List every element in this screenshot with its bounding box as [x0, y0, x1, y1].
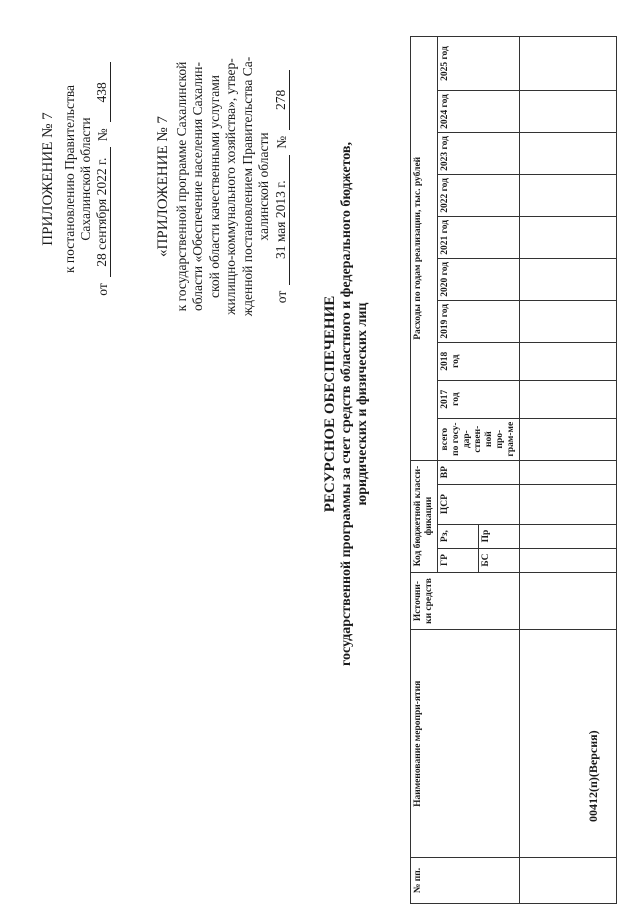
program-date: 31 мая 2013 г.: [273, 155, 291, 285]
title-line3: юридических и физических лиц: [355, 302, 370, 506]
header-year: 2019 год: [438, 300, 520, 342]
appendix2-title: «ПРИЛОЖЕНИЕ № 7: [155, 116, 171, 257]
date-prefix: от: [273, 290, 289, 304]
header-csr: ЦСР: [438, 484, 520, 524]
footer-code: 00412(п)(Версия): [586, 730, 600, 822]
header-year: 2023 год: [438, 132, 520, 174]
header-year: 2017 год: [438, 380, 520, 418]
number-sign: №: [273, 135, 289, 149]
header-budget-code: Код бюджетной класси-фикации: [411, 460, 438, 572]
number-sign: №: [95, 128, 110, 142]
appendix2-line: халинской области: [256, 132, 271, 241]
appendix-header-program: [155, 14, 290, 359]
header-name: Наименование меропри-ятия: [411, 630, 520, 858]
header-total: всего по госу-дар-ствен-ной про-грам-ме: [438, 418, 520, 460]
appendix2-line: области «Обеспечение населения Сахалин-: [190, 62, 205, 311]
appendix-line1: к постановлению Правительства: [62, 84, 77, 274]
header-no: № пп.: [411, 858, 520, 904]
decree-number: 438: [94, 62, 111, 122]
appendix2-line: жденной постановлением Правительства Са-: [239, 56, 255, 317]
header-gr: ГР: [438, 548, 479, 572]
header-year: 2025 год: [438, 37, 520, 91]
title-line2: государственной программы за счет средств областного и федерального бюджетов,: [338, 142, 354, 666]
appendix2-line: жилищно-коммунального хозяйства», утвер-: [223, 58, 238, 315]
header-bs: БС: [479, 548, 520, 572]
document-title: [322, 54, 372, 754]
header-year: 2020 год: [438, 258, 520, 300]
appendix2-line: к государственной программе Сахалинской: [173, 61, 189, 312]
table-row: [520, 37, 617, 904]
header-year: 2022 год: [438, 174, 520, 216]
table-header-row: [411, 37, 438, 904]
header-year: 2024 год: [438, 91, 520, 133]
header-expenses: Расходы по годам реализации, тыс. рублей: [411, 37, 438, 461]
appendix-line2: Сахалинской области: [78, 117, 93, 241]
decree-date: 28 сентября 2022 г.: [94, 147, 111, 277]
header-vr: ВР: [438, 460, 520, 484]
header-source: Источни-ки средств: [411, 572, 520, 630]
appendix-header-decree: [40, 19, 111, 339]
program-number: 278: [273, 70, 291, 130]
header-rz: Рз,: [438, 524, 479, 548]
appendix2-line: ской области качественными услугами: [206, 75, 222, 299]
date-prefix: от: [95, 283, 110, 296]
header-year: 2021 год: [438, 216, 520, 258]
title-line1: РЕСУРСНОЕ ОБЕСПЕЧЕНИЕ: [322, 295, 338, 513]
appendix-title: ПРИЛОЖЕНИЕ № 7: [40, 112, 56, 246]
header-year: 2018 год: [438, 342, 520, 380]
header-pr: Пр: [479, 524, 520, 548]
